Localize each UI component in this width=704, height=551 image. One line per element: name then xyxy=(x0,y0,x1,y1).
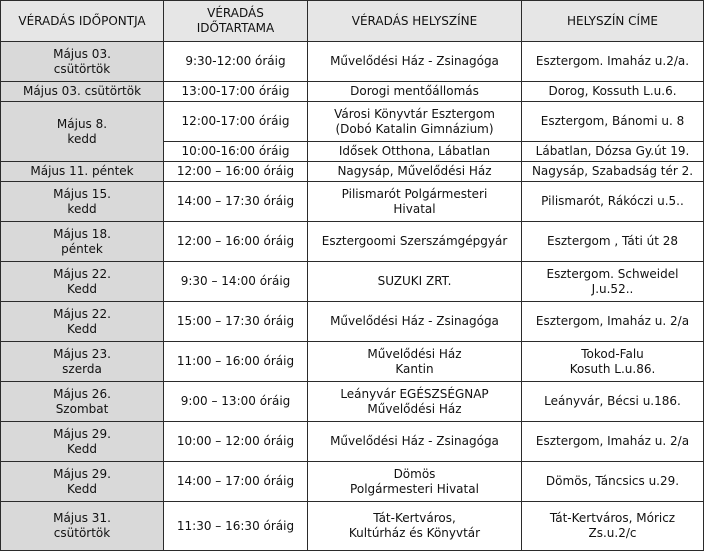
time-cell xyxy=(164,382,308,422)
place-text: Művelődési Ház - Zsinagóga xyxy=(330,54,499,69)
date-text: Május 26. Szombat xyxy=(53,386,111,416)
address-text: Esztergom, Imaház u. 2/a xyxy=(535,314,690,329)
table-row xyxy=(1,162,704,182)
date-text: Május 29. Kedd xyxy=(53,426,111,456)
place-text: Művelődési Ház - Zsinagóga xyxy=(330,434,499,449)
place-text: Városi Könyvtár Esztergom (Dobó Katalin Gimnázium) xyxy=(334,106,495,136)
table-row xyxy=(1,42,704,82)
time-cell xyxy=(164,182,308,222)
place-text: Leányvár EGÉSZSÉGNAP Művelődési Ház xyxy=(340,386,489,416)
address-cell xyxy=(522,262,704,302)
time-text: 15:00 – 17:30 óráig xyxy=(176,314,295,329)
table-row xyxy=(1,82,704,102)
table-row xyxy=(1,342,704,382)
header-address-label: HELYSZÍN CÍME xyxy=(566,13,659,28)
address-text: Dorog, Kossuth L.u.6. xyxy=(548,84,677,99)
time-cell xyxy=(164,502,308,551)
table-row xyxy=(1,302,704,342)
time-text: 12:00 – 16:00 óráig xyxy=(176,164,295,179)
place-text: Esztergoomi Szerszámgépgyár xyxy=(321,234,508,249)
header-place xyxy=(308,1,522,42)
header-date-label: VÉRADÁS IDŐPONTJA xyxy=(18,13,146,28)
time-cell xyxy=(164,342,308,382)
place-cell xyxy=(308,162,522,182)
time-text: 9:30 – 14:00 óráig xyxy=(180,274,291,289)
place-cell xyxy=(308,302,522,342)
address-cell xyxy=(522,182,704,222)
address-text: Nagysáp, Szabadság tér 2. xyxy=(531,164,694,179)
place-cell xyxy=(308,462,522,502)
header-address xyxy=(522,1,704,42)
place-text: Dömös Polgármesteri Hivatal xyxy=(350,466,479,496)
time-text: 14:00 – 17:30 óráig xyxy=(176,194,295,209)
place-text: Pilismarót Polgármesteri Hivatal xyxy=(341,186,488,216)
time-text: 9:00 – 13:00 óráig xyxy=(180,394,291,409)
time-text: 12:00-17:00 óráig xyxy=(181,114,290,129)
address-text: Esztergom , Táti út 28 xyxy=(547,234,678,249)
time-cell xyxy=(164,302,308,342)
date-cell xyxy=(1,502,164,551)
time-text: 10:00-16:00 óráig xyxy=(181,144,290,159)
place-cell xyxy=(308,222,522,262)
time-cell xyxy=(164,162,308,182)
header-place-label: VÉRADÁS HELYSZÍNE xyxy=(351,13,478,28)
header-row xyxy=(1,1,704,42)
date-cell xyxy=(1,222,164,262)
date-text: Május 22. Kedd xyxy=(53,306,111,336)
table-row xyxy=(1,462,704,502)
date-cell xyxy=(1,342,164,382)
address-text: Leányvár, Bécsi u.186. xyxy=(544,394,681,409)
place-cell xyxy=(308,102,522,142)
place-cell xyxy=(308,262,522,302)
address-cell xyxy=(522,382,704,422)
date-text: Május 11. péntek xyxy=(30,164,134,179)
address-cell xyxy=(522,162,704,182)
place-cell xyxy=(308,342,522,382)
place-cell xyxy=(308,42,522,82)
address-text: Esztergom. Schweidel J.u.52.. xyxy=(546,266,679,296)
place-text: Dorogi mentőállomás xyxy=(350,84,479,99)
date-cell xyxy=(1,262,164,302)
date-text: Május 23. szerda xyxy=(53,346,111,376)
date-text: Május 22. Kedd xyxy=(53,266,111,296)
place-text: Nagysáp, Művelődési Ház xyxy=(337,164,492,179)
address-cell xyxy=(522,222,704,262)
date-text: Május 31. csütörtök xyxy=(53,511,111,540)
date-cell xyxy=(1,42,164,82)
date-cell xyxy=(1,102,164,162)
table-row xyxy=(1,262,704,302)
address-cell xyxy=(522,142,704,162)
date-text: Május 03. csütörtök xyxy=(22,84,142,99)
place-cell xyxy=(308,422,522,462)
time-cell xyxy=(164,462,308,502)
date-cell xyxy=(1,82,164,102)
table-row xyxy=(1,422,704,462)
address-text: Esztergom, Bánomi u. 8 xyxy=(540,114,685,129)
address-cell xyxy=(522,342,704,382)
address-text: Tokod-Falu Kosuth L.u.86. xyxy=(569,346,656,376)
place-cell xyxy=(308,502,522,551)
date-cell xyxy=(1,422,164,462)
table-row xyxy=(1,222,704,262)
address-cell xyxy=(522,102,704,142)
time-cell xyxy=(164,42,308,82)
address-cell xyxy=(522,422,704,462)
table-row xyxy=(1,382,704,422)
place-text: Művelődési Ház - Zsinagóga xyxy=(330,314,499,329)
place-text: SUZUKI ZRT. xyxy=(377,274,452,289)
address-text: Dömös, Táncsics u.29. xyxy=(545,474,680,489)
time-text: 14:00 – 17:00 óráig xyxy=(176,474,295,489)
date-text: Május 15. kedd xyxy=(53,186,111,216)
time-cell xyxy=(164,262,308,302)
place-cell xyxy=(308,82,522,102)
place-text: Művelődési Ház Kantin xyxy=(367,346,462,376)
time-text: 11:00 – 16:00 óráig xyxy=(176,354,295,369)
address-text: Esztergom. Imaház u.2/a. xyxy=(535,54,690,69)
date-cell xyxy=(1,302,164,342)
table-row xyxy=(1,502,704,551)
time-cell xyxy=(164,222,308,262)
time-text: 9:30-12:00 óráig xyxy=(185,54,286,69)
address-cell xyxy=(522,502,704,551)
place-cell xyxy=(308,182,522,222)
address-cell xyxy=(522,82,704,102)
table-row xyxy=(1,102,704,142)
date-cell xyxy=(1,162,164,182)
time-text: 10:00 – 12:00 óráig xyxy=(176,434,295,449)
address-text: Tát-Kertváros, Móricz Zs.u.2/c xyxy=(549,511,676,540)
time-cell xyxy=(164,142,308,162)
time-cell xyxy=(164,102,308,142)
date-text: Május 8. kedd xyxy=(56,116,108,146)
time-text: 11:30 – 16:30 óráig xyxy=(176,518,295,533)
time-cell xyxy=(164,82,308,102)
date-text: Május 29. Kedd xyxy=(53,466,111,496)
place-cell xyxy=(308,382,522,422)
header-date xyxy=(1,1,164,42)
date-cell xyxy=(1,462,164,502)
date-cell xyxy=(1,182,164,222)
address-cell xyxy=(522,302,704,342)
address-text: Esztergom, Imaház u. 2/a xyxy=(535,434,690,449)
time-cell xyxy=(164,422,308,462)
address-text: Pilismarót, Rákóczi u.5.. xyxy=(541,194,684,209)
table-row xyxy=(1,182,704,222)
address-cell xyxy=(522,462,704,502)
date-cell xyxy=(1,382,164,422)
place-text: Tát-Kertváros, Kultúrház és Könyvtár xyxy=(348,511,481,540)
place-cell xyxy=(308,142,522,162)
address-text: Lábatlan, Dózsa Gy.út 19. xyxy=(535,144,690,159)
place-text: Idősek Otthona, Lábatlan xyxy=(338,144,491,159)
date-text: Május 03. csütörtök xyxy=(53,46,111,76)
header-time-label: VÉRADÁS IDŐTARTAMA xyxy=(196,6,275,35)
date-text: Május 18. péntek xyxy=(53,226,111,256)
time-text: 12:00 – 16:00 óráig xyxy=(176,234,295,249)
time-text: 13:00-17:00 óráig xyxy=(181,84,290,99)
address-cell xyxy=(522,42,704,82)
header-time xyxy=(164,1,308,42)
